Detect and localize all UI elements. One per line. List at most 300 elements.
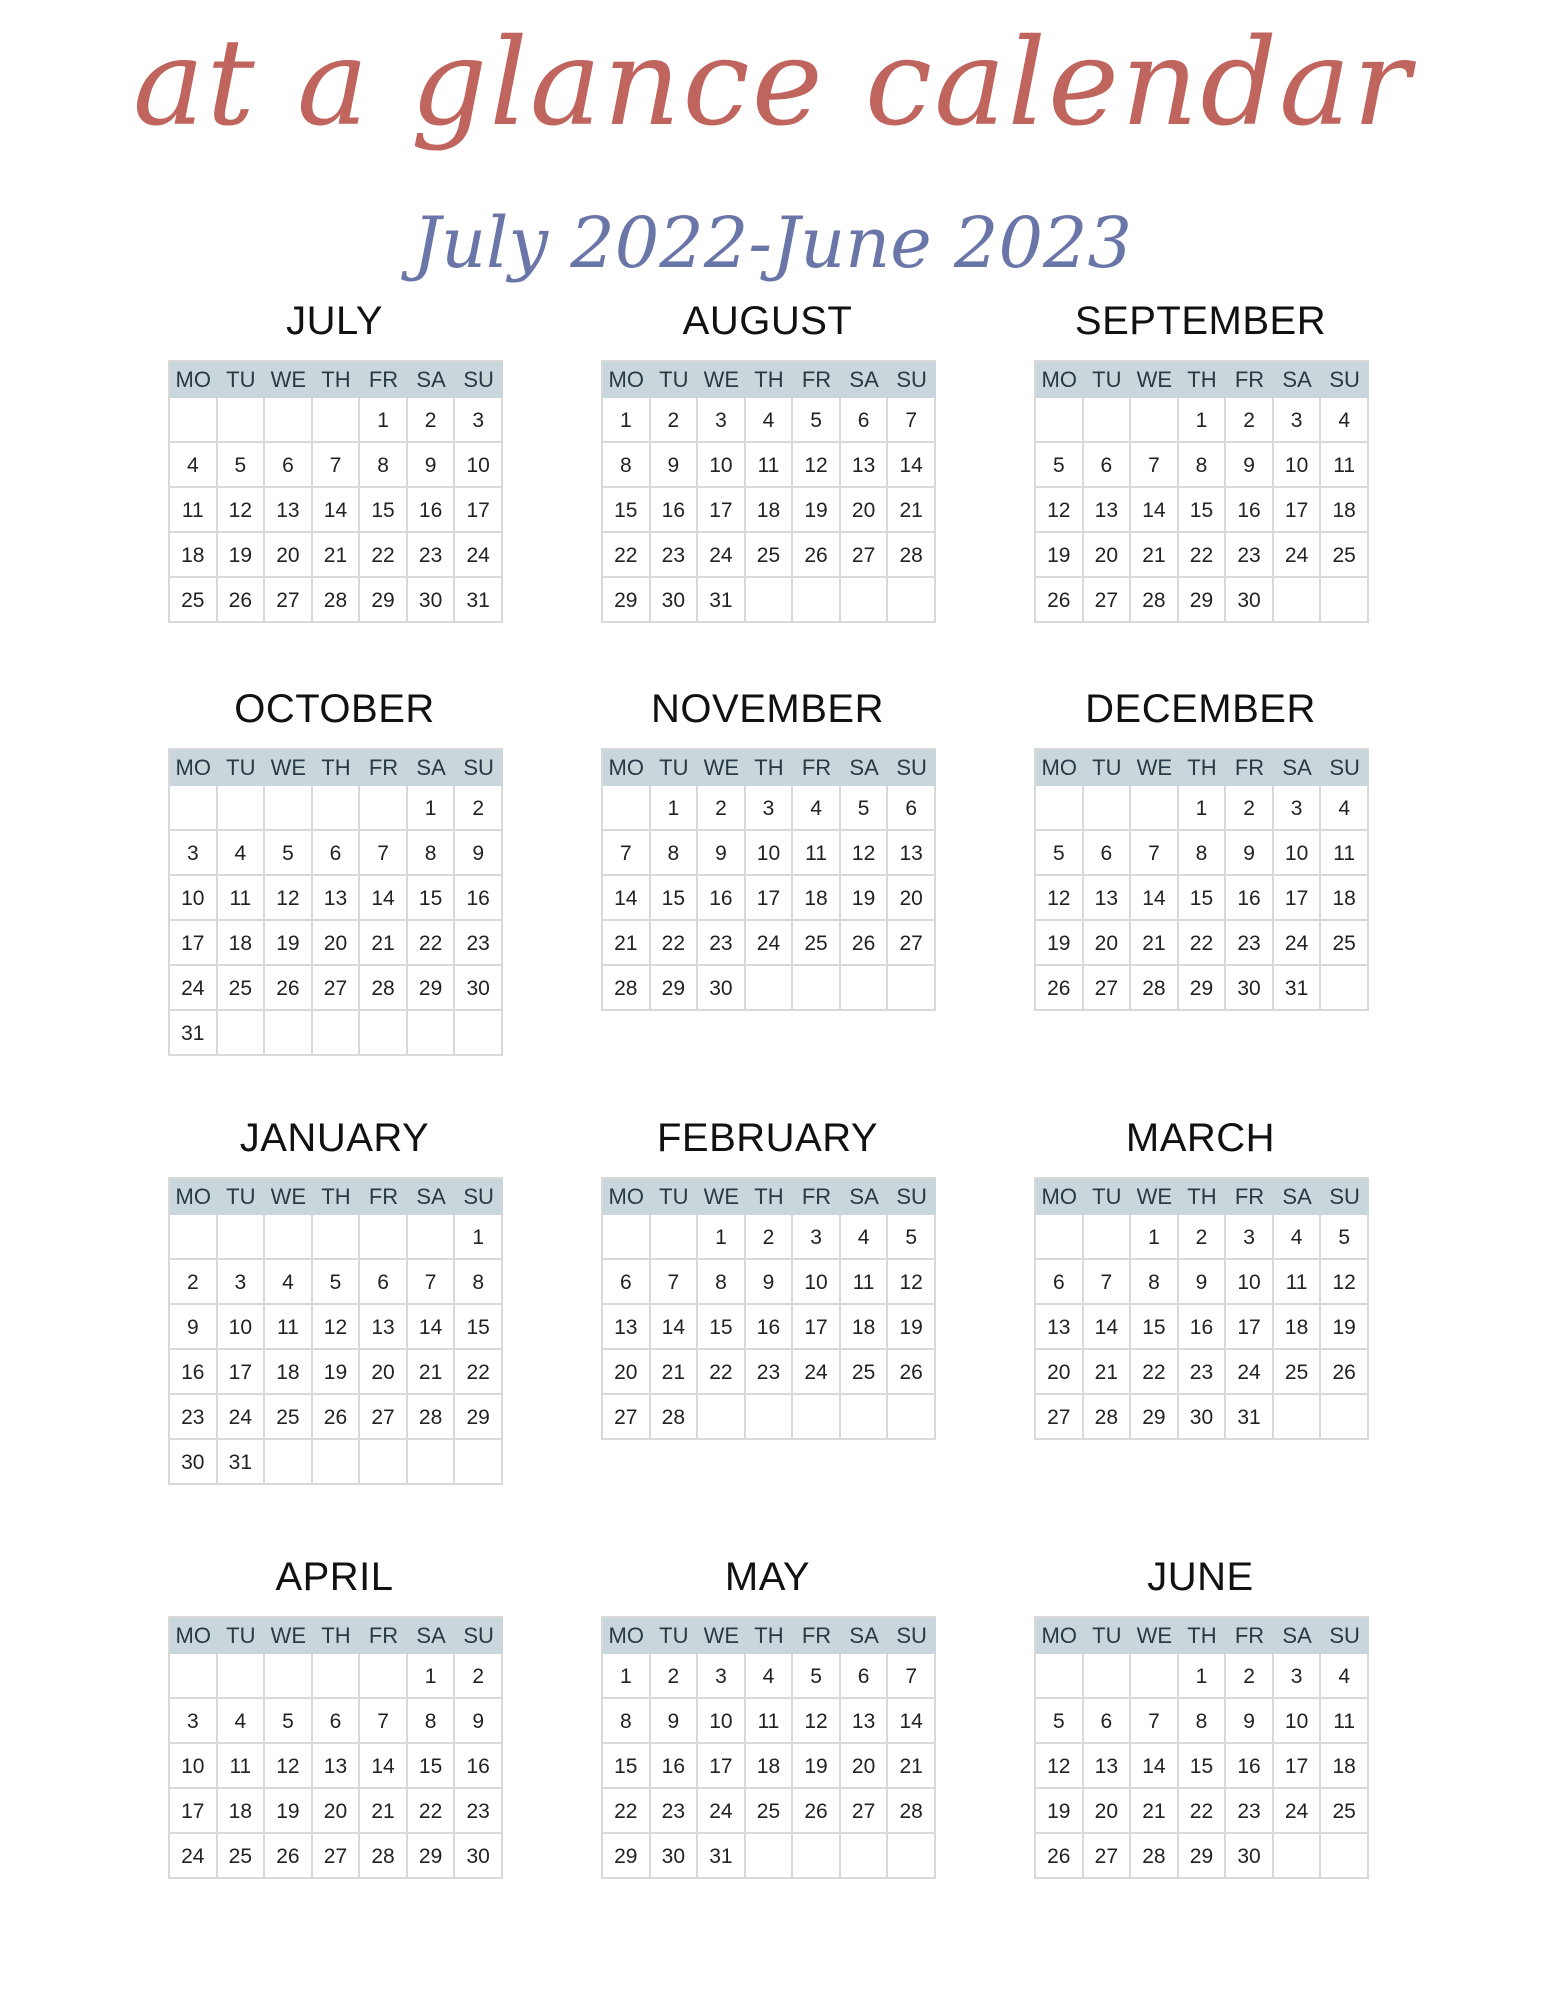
day-cell: 17 — [218, 1350, 266, 1395]
day-cell: 18 — [218, 921, 266, 966]
empty-cell — [408, 1440, 456, 1485]
weekday-header: TH — [313, 750, 361, 786]
weekday-header: TH — [1179, 1618, 1227, 1654]
day-cell: 29 — [408, 966, 456, 1011]
day-cell: 23 — [651, 1789, 699, 1834]
day-cell: 4 — [746, 1654, 794, 1699]
weekday-header: TU — [651, 362, 699, 398]
empty-cell — [841, 966, 889, 1011]
month-name: MARCH — [1125, 1116, 1276, 1160]
empty-cell — [841, 1834, 889, 1879]
day-cell: 7 — [1131, 443, 1179, 488]
day-cell: 7 — [603, 831, 651, 876]
day-cell: 15 — [408, 1744, 456, 1789]
day-cell: 9 — [1179, 1260, 1227, 1305]
weekday-header: MO — [170, 1179, 218, 1215]
empty-cell — [455, 1011, 503, 1056]
day-cell: 27 — [1084, 1834, 1132, 1879]
day-cell: 1 — [603, 1654, 651, 1699]
day-cell: 25 — [1321, 533, 1369, 578]
day-cell: 22 — [408, 921, 456, 966]
day-cell: 5 — [793, 398, 841, 443]
day-cell: 14 — [1084, 1305, 1132, 1350]
day-cell: 30 — [651, 578, 699, 623]
day-cell: 22 — [698, 1350, 746, 1395]
day-cell: 14 — [360, 1744, 408, 1789]
day-cell: 30 — [455, 1834, 503, 1879]
weekday-header: TH — [313, 1618, 361, 1654]
day-cell: 18 — [218, 1789, 266, 1834]
day-cell: 22 — [603, 533, 651, 578]
weekday-header: FR — [360, 1618, 408, 1654]
empty-cell — [1274, 578, 1322, 623]
empty-cell — [360, 1654, 408, 1699]
day-cell: 29 — [651, 966, 699, 1011]
day-cell: 26 — [841, 921, 889, 966]
day-cell: 12 — [1321, 1260, 1369, 1305]
day-cell: 28 — [360, 966, 408, 1011]
day-cell: 2 — [1179, 1215, 1227, 1260]
day-cell: 13 — [841, 1699, 889, 1744]
day-cell: 22 — [603, 1789, 651, 1834]
weekday-header: FR — [360, 750, 408, 786]
day-cell: 13 — [265, 488, 313, 533]
empty-cell — [793, 1395, 841, 1440]
day-cell: 18 — [793, 876, 841, 921]
day-cell: 3 — [1274, 398, 1322, 443]
day-cell: 11 — [1321, 1699, 1369, 1744]
empty-cell — [265, 1011, 313, 1056]
day-cell: 3 — [170, 831, 218, 876]
day-cell: 20 — [841, 1744, 889, 1789]
weekday-header: SU — [455, 1618, 503, 1654]
day-cell: 5 — [1036, 443, 1084, 488]
day-cell: 14 — [313, 488, 361, 533]
day-cell: 23 — [455, 1789, 503, 1834]
day-cell: 17 — [170, 921, 218, 966]
day-cell: 11 — [218, 1744, 266, 1789]
month-november — [601, 684, 934, 1011]
weekday-header: MO — [1036, 1179, 1084, 1215]
day-cell: 6 — [603, 1260, 651, 1305]
weekday-header: TH — [313, 1179, 361, 1215]
day-cell: 29 — [603, 1834, 651, 1879]
day-cell: 16 — [408, 488, 456, 533]
day-cell: 25 — [1321, 921, 1369, 966]
day-cell: 9 — [746, 1260, 794, 1305]
day-cell: 20 — [265, 533, 313, 578]
day-cell: 24 — [170, 1834, 218, 1879]
day-cell: 23 — [1226, 921, 1274, 966]
month-name: JULY — [286, 299, 383, 343]
day-cell: 2 — [651, 398, 699, 443]
day-cell: 21 — [1131, 533, 1179, 578]
day-cell: 17 — [1226, 1305, 1274, 1350]
empty-cell — [1131, 786, 1179, 831]
day-cell: 19 — [793, 488, 841, 533]
weekday-header: WE — [265, 1179, 313, 1215]
day-cell: 15 — [1179, 876, 1227, 921]
weekday-header: SA — [1274, 750, 1322, 786]
day-cell: 18 — [746, 1744, 794, 1789]
day-cell: 1 — [698, 1215, 746, 1260]
day-cell: 23 — [651, 533, 699, 578]
day-cell: 1 — [651, 786, 699, 831]
day-cell: 16 — [1226, 876, 1274, 921]
day-cell: 29 — [1131, 1395, 1179, 1440]
day-cell: 31 — [1274, 966, 1322, 1011]
page-title: at a glance calendar — [132, 14, 1413, 153]
day-cell: 21 — [1131, 921, 1179, 966]
weekday-header: SU — [455, 1179, 503, 1215]
day-cell: 10 — [698, 443, 746, 488]
day-cell: 14 — [1131, 1744, 1179, 1789]
day-cell: 24 — [1274, 921, 1322, 966]
month-name: OCTOBER — [234, 687, 435, 731]
day-cell: 16 — [170, 1350, 218, 1395]
day-cell: 17 — [746, 876, 794, 921]
day-cell: 19 — [265, 1789, 313, 1834]
weekday-header: FR — [1226, 1179, 1274, 1215]
day-cell: 31 — [455, 578, 503, 623]
day-cell: 10 — [170, 1744, 218, 1789]
weekday-header: WE — [698, 1618, 746, 1654]
empty-cell — [1321, 1834, 1369, 1879]
day-cell: 14 — [360, 876, 408, 921]
day-cell: 5 — [888, 1215, 936, 1260]
page-subtitle: July 2022-June 2023 — [412, 202, 1133, 284]
weekday-header: SA — [1274, 1179, 1322, 1215]
weekday-header: TU — [651, 750, 699, 786]
day-cell: 23 — [455, 921, 503, 966]
day-cell: 26 — [1321, 1350, 1369, 1395]
weekday-header: SA — [1274, 362, 1322, 398]
day-cell: 14 — [888, 1699, 936, 1744]
day-cell: 28 — [313, 578, 361, 623]
day-cell: 19 — [841, 876, 889, 921]
month-grid — [1034, 748, 1369, 1011]
day-cell: 26 — [1036, 578, 1084, 623]
day-cell: 1 — [408, 786, 456, 831]
day-cell: 6 — [313, 1699, 361, 1744]
day-cell: 10 — [218, 1305, 266, 1350]
day-cell: 2 — [455, 786, 503, 831]
day-cell: 22 — [1179, 1789, 1227, 1834]
day-cell: 13 — [313, 876, 361, 921]
day-cell: 13 — [1084, 488, 1132, 533]
month-april — [168, 1552, 501, 1879]
day-cell: 27 — [841, 533, 889, 578]
day-cell: 15 — [1179, 488, 1227, 533]
month-name: NOVEMBER — [651, 687, 884, 731]
month-may — [601, 1552, 934, 1879]
day-cell: 28 — [360, 1834, 408, 1879]
day-cell: 26 — [313, 1395, 361, 1440]
weekday-header: WE — [265, 362, 313, 398]
empty-cell — [746, 1395, 794, 1440]
weekday-header: FR — [360, 1179, 408, 1215]
day-cell: 14 — [408, 1305, 456, 1350]
empty-cell — [408, 1215, 456, 1260]
day-cell: 25 — [1274, 1350, 1322, 1395]
day-cell: 1 — [1179, 398, 1227, 443]
day-cell: 4 — [746, 398, 794, 443]
day-cell: 2 — [408, 398, 456, 443]
day-cell: 18 — [1321, 1744, 1369, 1789]
day-cell: 3 — [1274, 786, 1322, 831]
weekday-header: SA — [408, 362, 456, 398]
day-cell: 14 — [603, 876, 651, 921]
day-cell: 5 — [1036, 1699, 1084, 1744]
day-cell: 28 — [603, 966, 651, 1011]
day-cell: 15 — [651, 876, 699, 921]
day-cell: 10 — [1274, 1699, 1322, 1744]
empty-cell — [603, 786, 651, 831]
empty-cell — [1321, 1395, 1369, 1440]
day-cell: 31 — [170, 1011, 218, 1056]
empty-cell — [170, 1654, 218, 1699]
day-cell: 27 — [360, 1395, 408, 1440]
weekday-header: TU — [1084, 750, 1132, 786]
weekday-header: TH — [746, 1618, 794, 1654]
day-cell: 10 — [1226, 1260, 1274, 1305]
day-cell: 24 — [455, 533, 503, 578]
day-cell: 1 — [360, 398, 408, 443]
day-cell: 31 — [218, 1440, 266, 1485]
day-cell: 4 — [170, 443, 218, 488]
day-cell: 15 — [603, 1744, 651, 1789]
day-cell: 12 — [265, 1744, 313, 1789]
day-cell: 19 — [1036, 533, 1084, 578]
day-cell: 6 — [1084, 443, 1132, 488]
empty-cell — [1274, 1834, 1322, 1879]
day-cell: 16 — [1226, 488, 1274, 533]
day-cell: 6 — [313, 831, 361, 876]
day-cell: 2 — [1226, 1654, 1274, 1699]
day-cell: 24 — [698, 533, 746, 578]
day-cell: 6 — [1036, 1260, 1084, 1305]
day-cell: 30 — [698, 966, 746, 1011]
day-cell: 8 — [408, 1699, 456, 1744]
empty-cell — [1084, 786, 1132, 831]
day-cell: 3 — [1226, 1215, 1274, 1260]
empty-cell — [888, 1834, 936, 1879]
month-name: SEPTEMBER — [1074, 299, 1327, 343]
empty-cell — [218, 786, 266, 831]
day-cell: 4 — [793, 786, 841, 831]
day-cell: 21 — [1131, 1789, 1179, 1834]
empty-cell — [170, 1215, 218, 1260]
weekday-header: TU — [218, 1179, 266, 1215]
day-cell: 20 — [1084, 921, 1132, 966]
empty-cell — [841, 578, 889, 623]
empty-cell — [793, 1834, 841, 1879]
day-cell: 19 — [1321, 1305, 1369, 1350]
day-cell: 31 — [698, 578, 746, 623]
weekday-header: SA — [408, 1179, 456, 1215]
day-cell: 27 — [603, 1395, 651, 1440]
weekday-header: SA — [841, 1618, 889, 1654]
day-cell: 3 — [1274, 1654, 1322, 1699]
weekday-header: TU — [218, 1618, 266, 1654]
empty-cell — [1084, 1654, 1132, 1699]
day-cell: 7 — [360, 831, 408, 876]
day-cell: 20 — [1036, 1350, 1084, 1395]
weekday-header: MO — [170, 750, 218, 786]
day-cell: 22 — [1179, 533, 1227, 578]
day-cell: 26 — [1036, 966, 1084, 1011]
day-cell: 15 — [1179, 1744, 1227, 1789]
day-cell: 12 — [265, 876, 313, 921]
day-cell: 29 — [455, 1395, 503, 1440]
day-cell: 20 — [1084, 1789, 1132, 1834]
month-grid — [168, 748, 503, 1056]
day-cell: 5 — [313, 1260, 361, 1305]
day-cell: 30 — [1226, 1834, 1274, 1879]
day-cell: 2 — [698, 786, 746, 831]
weekday-header: SA — [1274, 1618, 1322, 1654]
day-cell: 15 — [698, 1305, 746, 1350]
empty-cell — [1036, 786, 1084, 831]
day-cell: 31 — [698, 1834, 746, 1879]
month-october — [168, 684, 501, 1056]
day-cell: 16 — [455, 876, 503, 921]
empty-cell — [841, 1395, 889, 1440]
month-grid — [601, 748, 936, 1011]
day-cell: 9 — [1226, 831, 1274, 876]
empty-cell — [1321, 966, 1369, 1011]
day-cell: 16 — [698, 876, 746, 921]
weekday-header: SU — [888, 1618, 936, 1654]
day-cell: 1 — [455, 1215, 503, 1260]
month-february — [601, 1113, 934, 1440]
day-cell: 28 — [1084, 1395, 1132, 1440]
day-cell: 16 — [455, 1744, 503, 1789]
day-cell: 6 — [841, 1654, 889, 1699]
weekday-header: SU — [1321, 1618, 1369, 1654]
day-cell: 17 — [698, 488, 746, 533]
day-cell: 9 — [651, 1699, 699, 1744]
day-cell: 19 — [1036, 1789, 1084, 1834]
month-grid — [1034, 1177, 1369, 1440]
day-cell: 5 — [841, 786, 889, 831]
weekday-header: TU — [651, 1179, 699, 1215]
day-cell: 9 — [455, 831, 503, 876]
day-cell: 4 — [218, 1699, 266, 1744]
month-name: AUGUST — [682, 299, 853, 343]
empty-cell — [170, 398, 218, 443]
day-cell: 23 — [1179, 1350, 1227, 1395]
day-cell: 18 — [265, 1350, 313, 1395]
weekday-header: SA — [841, 1179, 889, 1215]
empty-cell — [265, 398, 313, 443]
day-cell: 8 — [1179, 443, 1227, 488]
day-cell: 13 — [360, 1305, 408, 1350]
day-cell: 6 — [888, 786, 936, 831]
day-cell: 7 — [1131, 1699, 1179, 1744]
empty-cell — [651, 1215, 699, 1260]
day-cell: 17 — [1274, 1744, 1322, 1789]
empty-cell — [218, 1654, 266, 1699]
day-cell: 25 — [746, 533, 794, 578]
day-cell: 23 — [170, 1395, 218, 1440]
day-cell: 14 — [1131, 488, 1179, 533]
empty-cell — [746, 1834, 794, 1879]
day-cell: 26 — [888, 1350, 936, 1395]
day-cell: 16 — [651, 488, 699, 533]
month-grid — [1034, 1616, 1369, 1879]
weekday-header: SA — [408, 1618, 456, 1654]
weekday-header: TH — [1179, 750, 1227, 786]
day-cell: 25 — [218, 1834, 266, 1879]
day-cell: 5 — [265, 1699, 313, 1744]
day-cell: 13 — [888, 831, 936, 876]
weekday-header: FR — [793, 1179, 841, 1215]
weekday-header: MO — [170, 362, 218, 398]
weekday-header: FR — [793, 362, 841, 398]
day-cell: 7 — [888, 398, 936, 443]
day-cell: 7 — [360, 1699, 408, 1744]
day-cell: 27 — [1084, 578, 1132, 623]
day-cell: 16 — [651, 1744, 699, 1789]
day-cell: 25 — [170, 578, 218, 623]
day-cell: 12 — [793, 443, 841, 488]
empty-cell — [218, 398, 266, 443]
day-cell: 10 — [1274, 831, 1322, 876]
day-cell: 5 — [1036, 831, 1084, 876]
day-cell: 9 — [170, 1305, 218, 1350]
day-cell: 11 — [746, 1699, 794, 1744]
month-august — [601, 296, 934, 623]
day-cell: 10 — [1274, 443, 1322, 488]
day-cell: 23 — [1226, 533, 1274, 578]
day-cell: 4 — [1321, 786, 1369, 831]
day-cell: 12 — [1036, 876, 1084, 921]
month-name: APRIL — [275, 1555, 394, 1599]
weekday-header: WE — [698, 1179, 746, 1215]
day-cell: 28 — [888, 1789, 936, 1834]
month-march — [1034, 1113, 1367, 1440]
day-cell: 4 — [1321, 1654, 1369, 1699]
empty-cell — [265, 1215, 313, 1260]
day-cell: 3 — [698, 1654, 746, 1699]
weekday-header: SA — [408, 750, 456, 786]
day-cell: 24 — [170, 966, 218, 1011]
day-cell: 5 — [218, 443, 266, 488]
weekday-header: FR — [1226, 750, 1274, 786]
day-cell: 23 — [746, 1350, 794, 1395]
day-cell: 28 — [888, 533, 936, 578]
day-cell: 21 — [1084, 1350, 1132, 1395]
day-cell: 3 — [793, 1215, 841, 1260]
day-cell: 25 — [793, 921, 841, 966]
empty-cell — [313, 1654, 361, 1699]
weekday-header: TH — [1179, 362, 1227, 398]
day-cell: 6 — [265, 443, 313, 488]
month-grid — [601, 360, 936, 623]
weekday-header: SU — [1321, 750, 1369, 786]
day-cell: 29 — [1179, 966, 1227, 1011]
day-cell: 20 — [603, 1350, 651, 1395]
day-cell: 11 — [746, 443, 794, 488]
weekday-header: FR — [793, 750, 841, 786]
day-cell: 15 — [360, 488, 408, 533]
day-cell: 1 — [1179, 786, 1227, 831]
day-cell: 12 — [793, 1699, 841, 1744]
weekday-header: SU — [455, 362, 503, 398]
day-cell: 6 — [841, 398, 889, 443]
day-cell: 29 — [1179, 1834, 1227, 1879]
